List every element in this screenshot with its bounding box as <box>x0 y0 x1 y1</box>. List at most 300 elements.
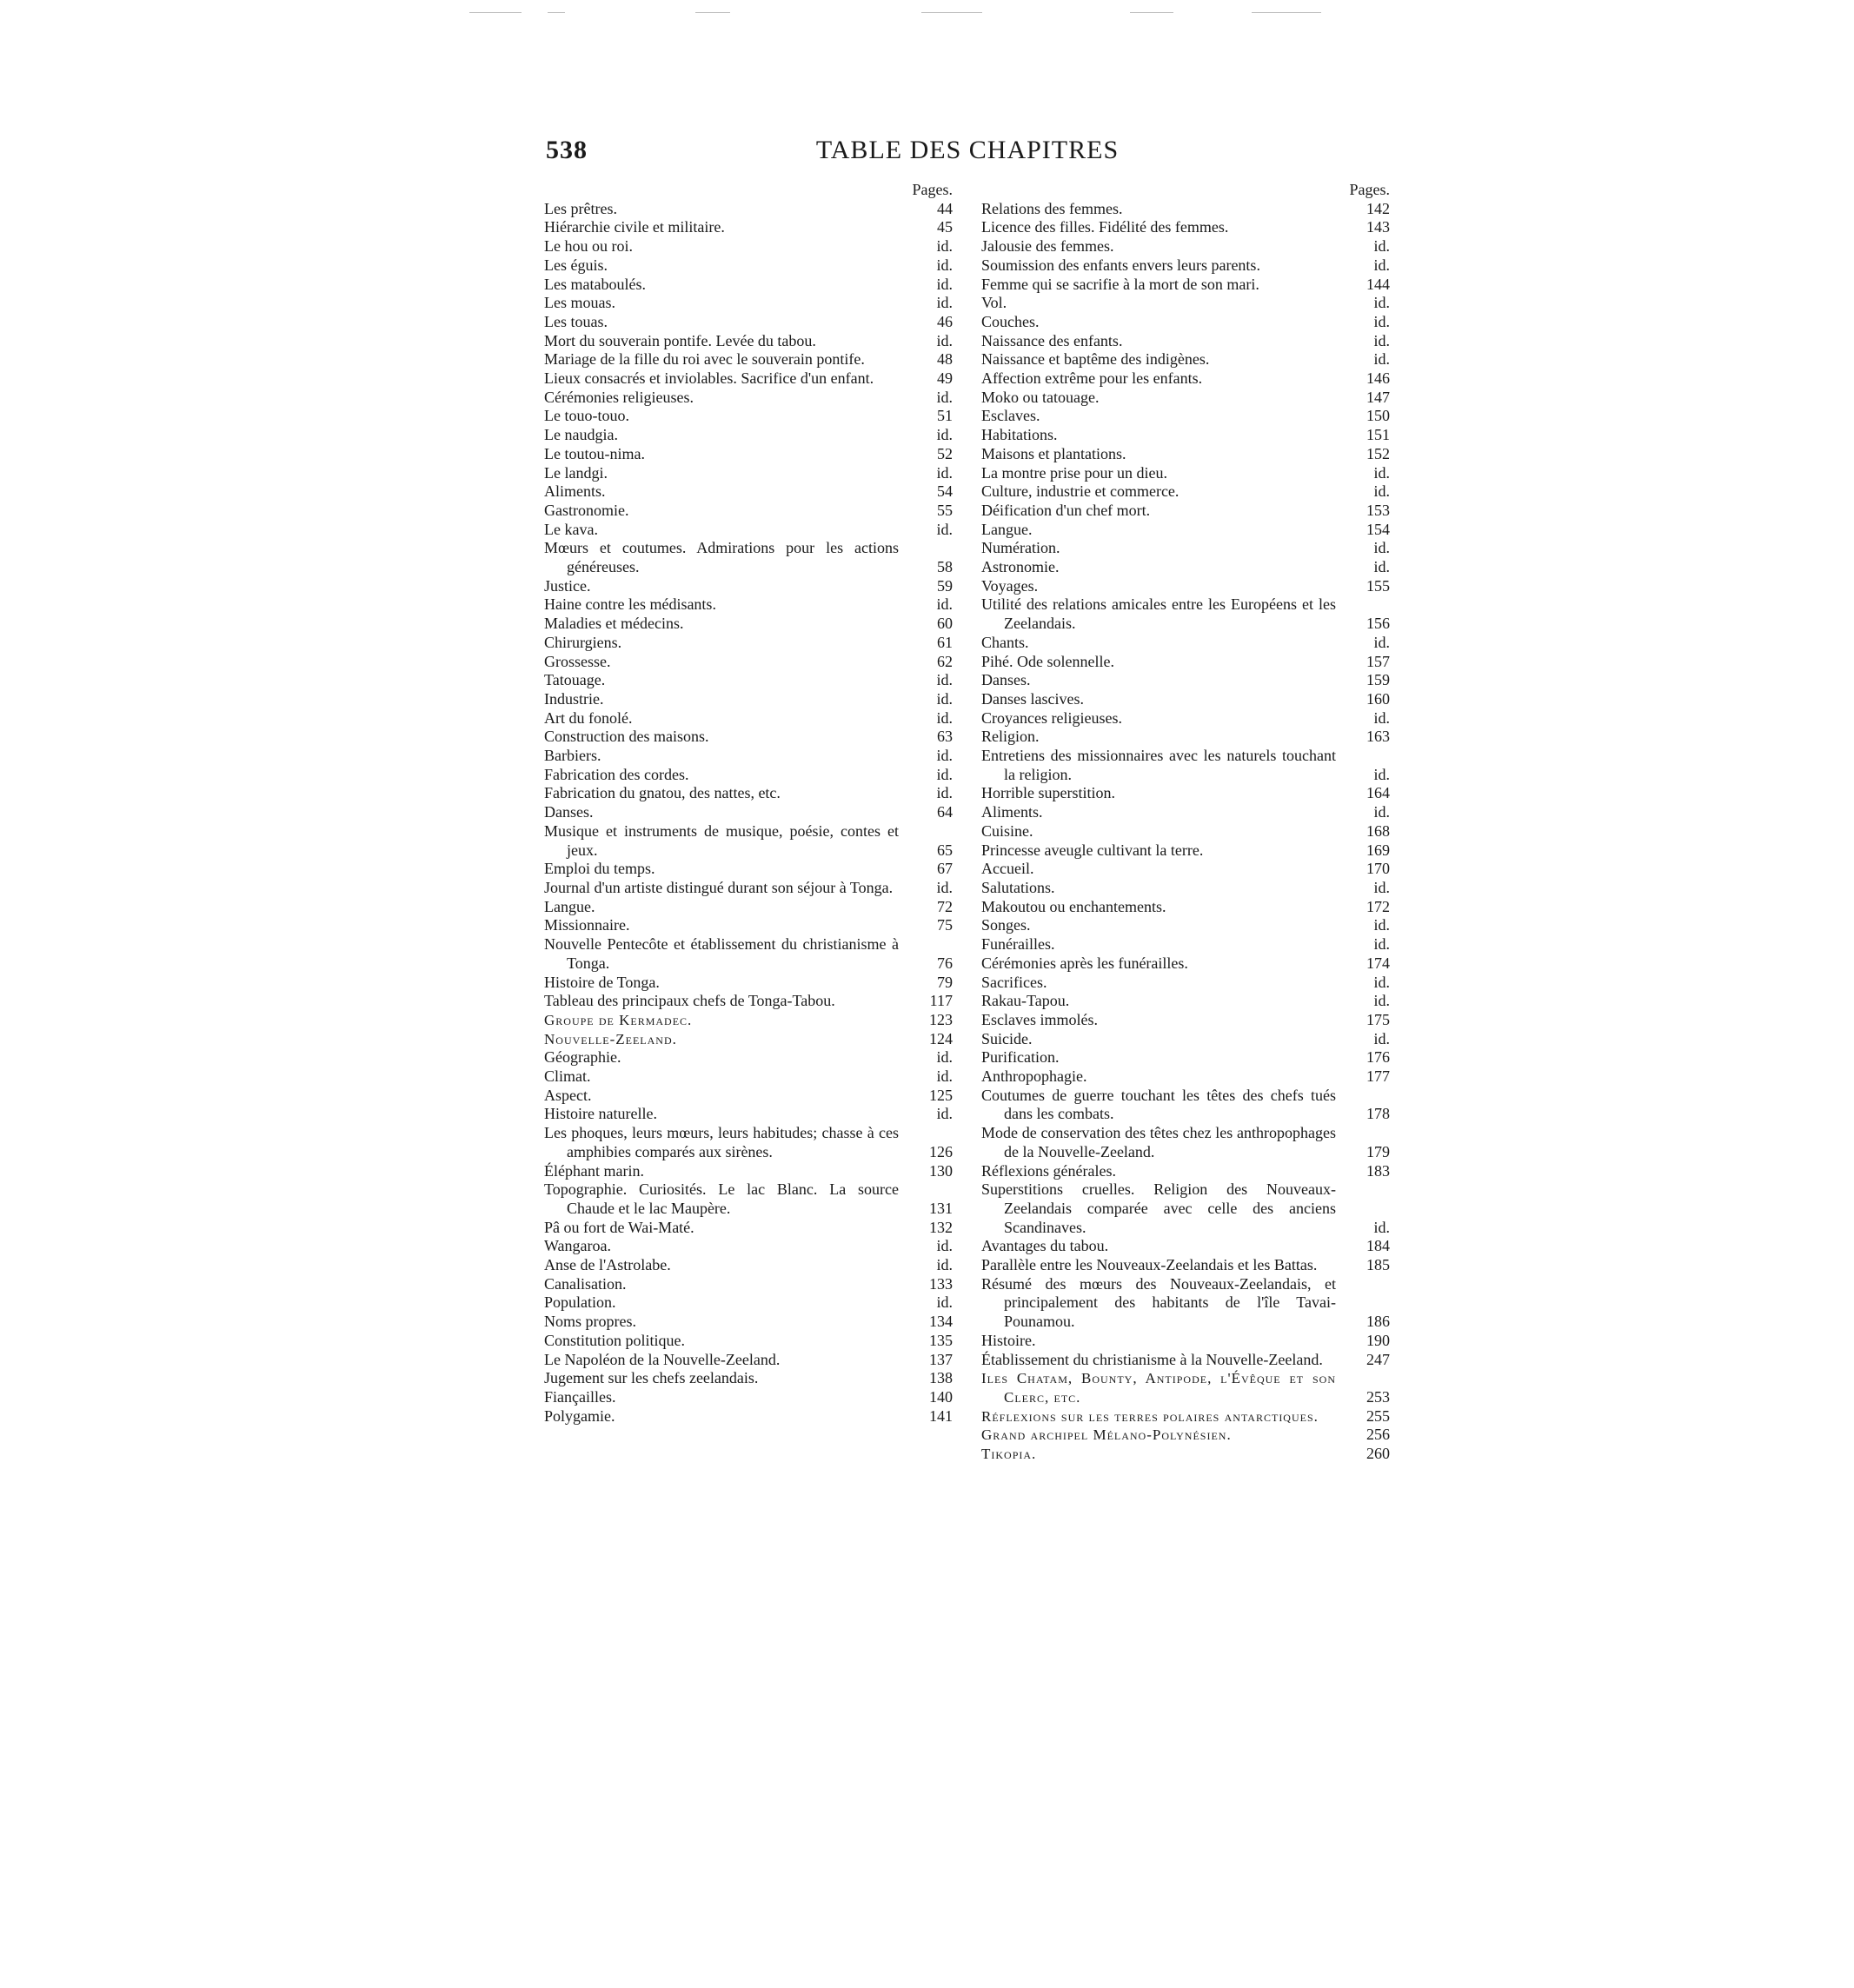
toc-entry <box>981 445 1390 464</box>
toc-entry-page: 174 <box>1366 954 1390 972</box>
toc-entry-title: Missionnaire. <box>544 916 630 934</box>
toc-entry-page: id. <box>936 1256 953 1274</box>
toc-entry-page: id. <box>936 520 953 538</box>
toc-entry-title: Climat. <box>544 1067 591 1086</box>
toc-entry-title: Journal d'un artiste distingué durant son séjour à Tonga. <box>544 879 894 896</box>
toc-entry <box>544 1067 953 1087</box>
toc-entry-page: id. <box>1373 558 1390 576</box>
toc-entry <box>544 1293 953 1313</box>
toc-entry-page: 143 <box>1366 218 1390 236</box>
toc-entry-title: Constitution politique. <box>544 1331 686 1349</box>
toc-entry <box>981 577 1390 596</box>
toc-entry <box>544 407 953 426</box>
toc-entry-page: id. <box>1373 973 1390 991</box>
toc-entry-page: 154 <box>1366 520 1390 538</box>
toc-entry-page: 46 <box>937 312 953 330</box>
toc-entry-title: Le landgi. <box>544 463 608 482</box>
toc-entry-page: id. <box>1373 765 1390 783</box>
toc-entry-page: id. <box>936 708 953 727</box>
toc-entry <box>544 1351 953 1370</box>
toc-entry <box>981 653 1390 672</box>
toc-entry <box>981 1237 1390 1256</box>
toc-entry-title: Pâ ou fort de Wai-Maté. <box>544 1218 694 1236</box>
toc-entry <box>981 822 1390 841</box>
toc-entry-page: 247 <box>1366 1350 1390 1368</box>
toc-entry <box>544 482 953 502</box>
toc-entry <box>544 747 953 766</box>
toc-entry <box>544 1180 953 1218</box>
toc-entry <box>544 1087 953 1106</box>
toc-entry-page: id. <box>936 784 953 802</box>
toc-entry <box>981 1275 1390 1332</box>
toc-entry <box>544 1369 953 1388</box>
toc-entry-page: 256 <box>1366 1426 1390 1444</box>
toc-entry-title: Rakau-Tapou. <box>981 992 1070 1010</box>
toc-entry <box>981 482 1390 502</box>
toc-entry-title: Croyances religieuses. <box>981 708 1122 727</box>
toc-entry-title: Chants. <box>981 633 1029 651</box>
toc-entry <box>544 1275 953 1294</box>
toc-entry <box>544 916 953 935</box>
toc-entry-page: 65 <box>937 841 953 859</box>
toc-entry-title: Parallèle entre les Nouveaux-Zeelandais et les Battas. <box>981 1256 1318 1274</box>
toc-entry-page: id. <box>1373 633 1390 651</box>
toc-entry-page: 176 <box>1366 1048 1390 1067</box>
toc-entry-page: 153 <box>1366 501 1390 519</box>
toc-entry-page: 54 <box>937 482 953 501</box>
toc-entry <box>981 916 1390 935</box>
toc-entry-title: La montre prise pour un dieu. <box>981 463 1167 482</box>
toc-entry-title: Numération. <box>981 539 1060 557</box>
toc-entry-title: Noms propres. <box>544 1313 636 1331</box>
toc-entry-page: 147 <box>1366 388 1390 406</box>
toc-entry-page: 132 <box>929 1218 953 1236</box>
toc-entry-page: 133 <box>929 1274 953 1293</box>
toc-entry-title: Fabrication du gnatou, des nattes, etc. <box>544 784 781 802</box>
toc-entry-title: Histoire naturelle. <box>544 1105 657 1123</box>
toc-entry <box>544 898 953 917</box>
toc-entry <box>981 841 1390 861</box>
toc-entry-page: 169 <box>1366 841 1390 859</box>
toc-entry <box>544 1219 953 1238</box>
toc-entry-page: id. <box>1373 350 1390 369</box>
toc-entry <box>981 256 1390 276</box>
toc-entry-title: Accueil. <box>981 860 1034 878</box>
toc-entry-page: 52 <box>937 444 953 462</box>
toc-entry <box>981 1426 1390 1445</box>
toc-entry-title: Mœurs et coutumes. Admirations pour les actions généreuses. <box>544 539 899 576</box>
toc-entry <box>981 1332 1390 1351</box>
toc-entry-title: Naissance et baptême des indigènes. <box>981 350 1210 369</box>
toc-entry-page: id. <box>1373 463 1390 482</box>
toc-entry-page: id. <box>936 671 953 689</box>
toc-entry-page: id. <box>936 463 953 482</box>
toc-entry-title: Superstitions cruelles. Religion des Nouveaux-Zeelandais comparée avec celle des anciens Scandinaves. <box>981 1180 1336 1236</box>
toc-entry-title: Polygamie. <box>544 1406 615 1425</box>
toc-entry-page: 160 <box>1366 689 1390 708</box>
toc-entry <box>544 276 953 295</box>
toc-entry-page: 151 <box>1366 426 1390 444</box>
toc-entry <box>981 860 1390 879</box>
toc-entry <box>981 1011 1390 1030</box>
toc-entry-title: Grossesse. <box>544 652 611 670</box>
toc-entry-page: 185 <box>1366 1256 1390 1274</box>
toc-entry-page: 75 <box>937 916 953 934</box>
toc-entry-title: Jugement sur les chefs zeelandais. <box>544 1369 759 1387</box>
toc-entry <box>981 1124 1390 1161</box>
toc-entry <box>981 539 1390 558</box>
toc-entry-page: 164 <box>1366 784 1390 802</box>
toc-entry-title: Danses. <box>981 671 1031 689</box>
toc-entry-page: id. <box>1373 935 1390 954</box>
toc-entry-title: Voyages. <box>981 576 1039 595</box>
toc-entry-page: id. <box>936 294 953 312</box>
toc-entry <box>981 992 1390 1011</box>
toc-entry <box>981 690 1390 709</box>
left-entry-list <box>544 200 953 1426</box>
toc-entry <box>981 218 1390 237</box>
toc-entry-title: Histoire. <box>981 1331 1036 1349</box>
toc-entry <box>544 332 953 351</box>
toc-entry <box>544 879 953 898</box>
toc-entry-page: id. <box>936 1237 953 1255</box>
toc-entry <box>544 502 953 521</box>
toc-entry-title: Tikopia. <box>981 1446 1037 1463</box>
toc-entry-title: Les mouas. <box>544 294 615 312</box>
toc-entry-page: 59 <box>937 576 953 595</box>
toc-entry-page: 157 <box>1366 652 1390 670</box>
toc-entry-title: Soumission des enfants envers leurs parents. <box>981 256 1260 274</box>
toc-entry <box>981 784 1390 803</box>
toc-entry-page: id. <box>936 1293 953 1312</box>
toc-entry-page: 72 <box>937 897 953 915</box>
toc-entry-title: Makoutou ou enchantements. <box>981 897 1166 915</box>
toc-entry-title: Suicide. <box>981 1029 1033 1047</box>
toc-entry <box>544 784 953 803</box>
toc-entry-title: Éléphant marin. <box>544 1161 644 1180</box>
toc-entry-title: Naissance des enfants. <box>981 331 1123 349</box>
toc-entry-title: Anthropophagie. <box>981 1067 1087 1086</box>
toc-entry-page: 190 <box>1366 1331 1390 1349</box>
toc-entry-title: Aliments. <box>981 803 1043 821</box>
toc-entry <box>981 1351 1390 1370</box>
toc-entry-page: 163 <box>1366 728 1390 746</box>
toc-entry <box>981 1445 1390 1464</box>
toc-entry-title: Géographie. <box>544 1048 621 1067</box>
toc-entry <box>981 954 1390 974</box>
toc-entry-page: id. <box>936 1048 953 1067</box>
toc-entry-page: id. <box>1373 482 1390 501</box>
toc-entry <box>544 389 953 408</box>
toc-entry <box>544 728 953 747</box>
toc-entry-page: 130 <box>929 1161 953 1180</box>
toc-entry <box>544 1011 953 1030</box>
toc-entry <box>544 595 953 615</box>
toc-entry-title: Tatouage. <box>544 671 606 689</box>
toc-entry-title: Femme qui se sacrifie à la mort de son mari. <box>981 275 1259 293</box>
toc-entry-page: id. <box>936 1067 953 1086</box>
toc-entry-page: id. <box>1373 256 1390 274</box>
toc-entry <box>544 445 953 464</box>
toc-entry <box>544 1256 953 1275</box>
toc-entry-page: id. <box>1373 237 1390 256</box>
toc-entry-page: 142 <box>1366 199 1390 217</box>
toc-entry <box>981 407 1390 426</box>
toc-entry-page: 138 <box>929 1369 953 1387</box>
toc-entry-title: Déification d'un chef mort. <box>981 501 1151 519</box>
toc-entry-title: Emploi du temps. <box>544 860 655 878</box>
toc-entry-title: Mort du souverain pontife. Levée du tabou. <box>544 331 816 349</box>
toc-entry <box>981 898 1390 917</box>
toc-entry-page: 186 <box>1366 1313 1390 1331</box>
toc-entry-title: Moko ou tatouage. <box>981 388 1100 406</box>
toc-entry-title: Hiérarchie civile et militaire. <box>544 218 725 236</box>
toc-entry-title: Purification. <box>981 1048 1060 1067</box>
toc-entry-page: 62 <box>937 652 953 670</box>
toc-entry-title: Religion. <box>981 728 1040 746</box>
toc-entry-page: 124 <box>929 1029 953 1047</box>
toc-entry <box>981 521 1390 540</box>
toc-entry-title: Wangaroa. <box>544 1237 612 1255</box>
toc-entry-page: id. <box>936 237 953 256</box>
toc-entry-page: 253 <box>1366 1387 1390 1406</box>
toc-entry <box>981 803 1390 822</box>
toc-entry-title: Habitations. <box>981 426 1058 444</box>
toc-entry-page: 134 <box>929 1313 953 1331</box>
toc-entry <box>544 1124 953 1161</box>
toc-entry <box>544 822 953 860</box>
toc-entry-page: id. <box>936 595 953 614</box>
toc-entry <box>544 464 953 483</box>
toc-entry-title: Maisons et plantations. <box>981 444 1126 462</box>
toc-entry-title: Le naudgia. <box>544 426 618 444</box>
toc-entry-title: Relations des femmes. <box>981 199 1123 217</box>
toc-entry <box>981 313 1390 332</box>
toc-entry <box>544 1105 953 1124</box>
toc-entry-title: Mode de conservation des têtes chez les anthropophages de la Nouvelle-Zeeland. <box>981 1124 1336 1160</box>
toc-entry-title: Résumé des mœurs des Nouveaux-Zeelandais, et principalement des habitants de l'île Tavai-Pounamou. <box>981 1274 1336 1331</box>
toc-entry-title: Culture, industrie et commerce. <box>981 482 1180 501</box>
toc-entry <box>544 690 953 709</box>
page-header <box>546 130 1389 174</box>
toc-entry <box>544 1407 953 1426</box>
toc-entry-title: Topographie. Curiosités. Le lac Blanc. La source Chaude et le lac Maupère. <box>544 1180 899 1217</box>
toc-entry-page: id. <box>1373 879 1390 896</box>
left-column <box>544 181 953 1426</box>
toc-entry <box>544 860 953 879</box>
toc-entry <box>981 502 1390 521</box>
toc-entry-page: 159 <box>1366 671 1390 689</box>
toc-entry-page: 175 <box>1366 1010 1390 1028</box>
toc-entry <box>981 1030 1390 1049</box>
toc-entry-page: id. <box>936 256 953 274</box>
toc-entry-page: id. <box>1373 916 1390 934</box>
toc-entry <box>544 426 953 445</box>
toc-entry <box>981 709 1390 728</box>
toc-entry-page: 123 <box>929 1010 953 1028</box>
toc-entry-title: Vol. <box>981 294 1007 312</box>
toc-entry-page: 61 <box>937 633 953 651</box>
toc-entry-page: 260 <box>1366 1445 1390 1463</box>
toc-entry <box>544 653 953 672</box>
toc-entry-title: Mariage de la fille du roi avec le souverain pontife. <box>544 350 865 369</box>
toc-entry-page: id. <box>1373 992 1390 1010</box>
toc-entry-title: Avantages du tabou. <box>981 1237 1109 1255</box>
toc-entry-title: Fiançailles. <box>544 1387 616 1406</box>
toc-entry-page: 168 <box>1366 821 1390 840</box>
toc-entry-title: Établissement du christianisme à la Nouvelle-Zeeland. <box>981 1350 1323 1368</box>
toc-entry-page: 64 <box>937 803 953 821</box>
toc-entry <box>981 1087 1390 1124</box>
toc-entry-title: Histoire de Tonga. <box>544 973 660 991</box>
toc-entry <box>544 256 953 276</box>
toc-entry-page: id. <box>936 275 953 293</box>
toc-entry <box>544 1313 953 1332</box>
toc-entry-page: id. <box>936 747 953 765</box>
right-column <box>981 181 1390 1464</box>
toc-entry-title: Le Napoléon de la Nouvelle-Zeeland. <box>544 1350 781 1368</box>
toc-entry-page: 48 <box>937 350 953 369</box>
toc-entry-title: Salutations. <box>981 879 1055 896</box>
toc-entry <box>544 294 953 313</box>
toc-entry-title: Horrible superstition. <box>981 784 1115 802</box>
toc-entry <box>981 935 1390 954</box>
toc-entry-title: Entretiens des missionnaires avec les naturels touchant la religion. <box>981 747 1336 783</box>
toc-entry-page: id. <box>936 1105 953 1123</box>
toc-entry-title: Les touas. <box>544 312 608 330</box>
toc-entry-title: Couches. <box>981 312 1040 330</box>
toc-entry-page: 178 <box>1366 1105 1390 1123</box>
toc-entry <box>981 747 1390 784</box>
toc-entry-title: Aliments. <box>544 482 606 501</box>
toc-entry <box>544 974 953 993</box>
toc-entry-page: 179 <box>1366 1142 1390 1160</box>
toc-entry-title: Les phoques, leurs mœurs, leurs habitudes; chasse à ces amphibies comparés aux sirènes. <box>544 1124 899 1160</box>
toc-entry <box>981 558 1390 577</box>
toc-entry-title: Utilité des relations amicales entre les Européens et les Zeelandais. <box>981 595 1336 633</box>
toc-entry-page: 131 <box>929 1199 953 1217</box>
toc-entry <box>981 1180 1390 1237</box>
toc-entry-title: Groupe de Kermadec. <box>544 1011 693 1028</box>
toc-entry-title: Aspect. <box>544 1086 592 1104</box>
toc-entry <box>981 200 1390 219</box>
toc-entry <box>544 313 953 332</box>
toc-entry-page: 49 <box>937 369 953 388</box>
toc-entry-title: Funérailles. <box>981 935 1055 954</box>
toc-entry <box>544 1048 953 1067</box>
toc-entry <box>981 595 1390 633</box>
toc-entry-title: Les mataboulés. <box>544 275 646 293</box>
toc-entry-title: Le kava. <box>544 520 598 538</box>
toc-entry <box>981 1162 1390 1181</box>
toc-entry-title: Princesse aveugle cultivant la terre. <box>981 841 1204 859</box>
toc-entry-title: Grand archipel Mélano-Polynésien. <box>981 1426 1232 1444</box>
toc-entry <box>981 276 1390 295</box>
toc-entry <box>981 350 1390 369</box>
toc-entry <box>544 539 953 576</box>
toc-entry-page: 125 <box>929 1086 953 1104</box>
toc-entry-page: id. <box>936 388 953 406</box>
toc-entry-title: Barbiers. <box>544 747 601 765</box>
toc-entry-page: id. <box>1373 708 1390 727</box>
toc-entry-title: Le hou ou roi. <box>544 237 633 256</box>
toc-entry-title: Nouvelle Pentecôte et établissement du christianisme à Tonga. <box>544 935 899 972</box>
toc-entry <box>981 728 1390 747</box>
toc-entry-title: Coutumes de guerre touchant les têtes des chefs tués dans les combats. <box>981 1086 1336 1123</box>
toc-entry-page: 117 <box>929 992 953 1010</box>
toc-entry-title: Tableau des principaux chefs de Tonga-Tabou. <box>544 992 835 1010</box>
toc-entry-title: Licence des filles. Fidélité des femmes. <box>981 218 1229 236</box>
toc-entry <box>981 237 1390 256</box>
toc-entry <box>981 369 1390 389</box>
toc-entry-page: id. <box>1373 331 1390 349</box>
toc-entry-page: id. <box>936 765 953 783</box>
toc-entry-title: Anse de l'Astrolabe. <box>544 1256 671 1274</box>
toc-entry-page: 150 <box>1366 407 1390 425</box>
toc-entry-title: Industrie. <box>544 689 604 708</box>
toc-entry-title: Esclaves. <box>981 407 1040 425</box>
toc-entry-title: Lieux consacrés et inviolables. Sacrifice d'un enfant. <box>544 369 874 388</box>
toc-entry <box>544 803 953 822</box>
toc-entry <box>544 218 953 237</box>
toc-entry-page: 45 <box>937 218 953 236</box>
toc-entry-page: 79 <box>937 973 953 991</box>
toc-entry <box>544 1237 953 1256</box>
toc-entry-title: Langue. <box>981 520 1033 538</box>
toc-entry <box>544 634 953 653</box>
toc-entry <box>981 634 1390 653</box>
toc-entry <box>981 974 1390 993</box>
toc-entry-page: id. <box>936 331 953 349</box>
toc-entry-title: Maladies et médecins. <box>544 615 684 633</box>
toc-entry <box>981 332 1390 351</box>
pages-column-header: Pages. <box>912 181 953 198</box>
toc-entry <box>544 766 953 785</box>
toc-entry-page: 126 <box>929 1142 953 1160</box>
toc-entry <box>981 879 1390 898</box>
toc-entry <box>981 426 1390 445</box>
toc-entry <box>981 389 1390 408</box>
toc-entry-title: Cérémonies après les funérailles. <box>981 954 1188 972</box>
toc-entry-page: id. <box>936 879 953 896</box>
toc-entry-page: 141 <box>929 1406 953 1425</box>
toc-entry <box>544 577 953 596</box>
toc-entry-title: Le touo-touo. <box>544 407 629 425</box>
toc-entry <box>981 1407 1390 1426</box>
toc-entry <box>544 350 953 369</box>
toc-entry-title: Haine contre les médisants. <box>544 595 716 614</box>
toc-entry-page: 183 <box>1366 1161 1390 1180</box>
pages-column-header: Pages. <box>1349 181 1390 198</box>
toc-entry-title: Affection extrême pour les enfants. <box>981 369 1203 388</box>
toc-entry-title: Musique et instruments de musique, poésie, contes et jeux. <box>544 821 899 859</box>
toc-entry-title: Population. <box>544 1293 616 1312</box>
page-title: TABLE DES CHAPITRES <box>815 136 1120 164</box>
toc-entry-title: Jalousie des femmes. <box>981 237 1114 256</box>
toc-entry-title: Canalisation. <box>544 1274 627 1293</box>
toc-entry-title: Pihé. Ode solennelle. <box>981 652 1114 670</box>
toc-entry <box>981 1369 1390 1406</box>
toc-entry-title: Les éguis. <box>544 256 608 274</box>
toc-entry <box>544 369 953 389</box>
toc-entry-page: 137 <box>929 1350 953 1368</box>
toc-entry-page: 135 <box>929 1331 953 1349</box>
toc-entry-page: 44 <box>937 199 953 217</box>
toc-entry-title: Gastronomie. <box>544 501 629 519</box>
toc-entry-page: 144 <box>1366 275 1390 293</box>
toc-entry-title: Songes. <box>981 916 1031 934</box>
toc-entry <box>544 1388 953 1407</box>
